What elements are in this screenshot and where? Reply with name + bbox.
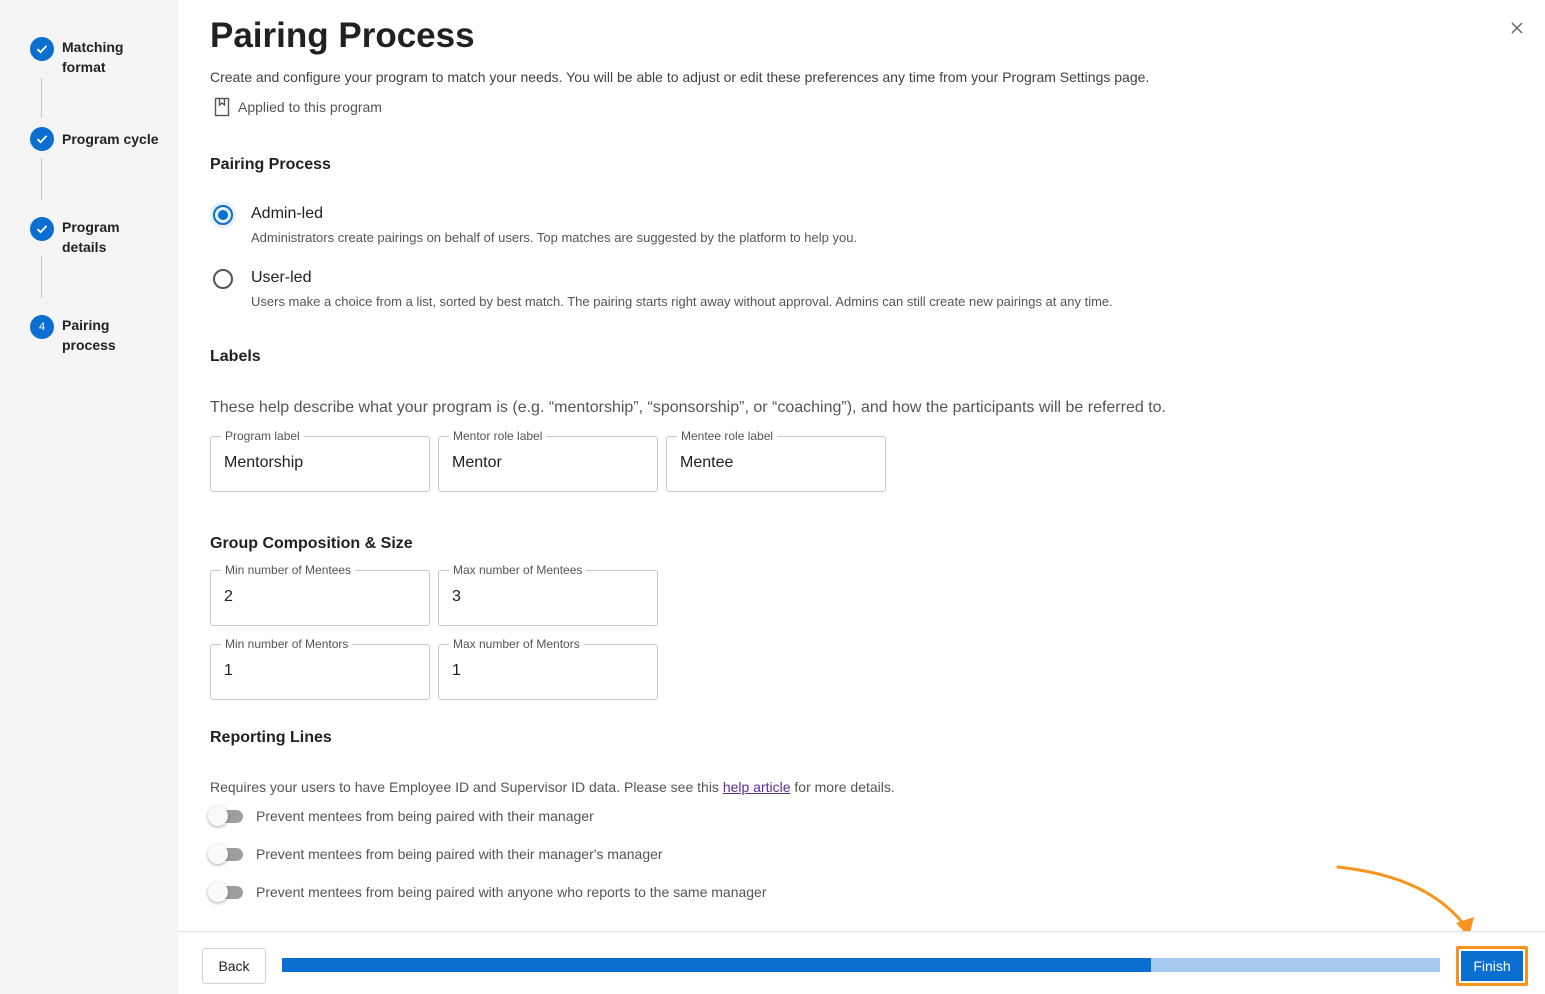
max-mentors-input[interactable] <box>452 662 642 680</box>
toggle-switch[interactable] <box>208 806 244 826</box>
page-subtitle: Create and configure your program to match your needs. You will be able to adjust or edit these preferences any time from your Program Settings page. <box>210 69 1150 85</box>
min-mentees-input[interactable] <box>224 588 414 606</box>
step-program-cycle[interactable] <box>30 127 162 151</box>
reporting-info-text-end: for more details. <box>790 779 895 795</box>
bookmark-icon <box>210 96 234 118</box>
field-label: Min number of Mentees <box>221 563 355 577</box>
applied-note <box>210 96 382 118</box>
group-heading: Group Composition & Size <box>210 535 413 552</box>
toggle-label: Prevent mentees from being paired with their manager <box>256 808 594 824</box>
radio-button[interactable] <box>210 266 236 292</box>
step-label: Pairing process <box>62 317 116 353</box>
mentee-role-label-field[interactable] <box>666 429 886 492</box>
page-title: Pairing Process <box>210 16 475 55</box>
step-connector <box>41 158 42 200</box>
step-connector <box>41 256 42 298</box>
labels-description: These help describe what your program is (e.g. “mentorship”, “sponsorship”, or “coaching”), and how the participants will be referred to. <box>210 399 1166 416</box>
mentor-role-label-input[interactable] <box>452 454 642 472</box>
step-number: 4 <box>30 315 54 339</box>
max-mentees-field[interactable] <box>438 563 658 626</box>
finish-button[interactable]: Finish <box>1461 951 1523 981</box>
max-mentees-input[interactable] <box>452 588 642 606</box>
radio-user-led[interactable] <box>210 268 1113 309</box>
step-label: Program cycle <box>62 131 159 147</box>
reporting-info-text: Requires your users to have Employee ID and Supervisor ID data. Please see this <box>210 779 723 795</box>
step-program-details[interactable] <box>30 217 162 257</box>
step-pairing-process[interactable] <box>30 315 162 355</box>
progress-bar <box>282 958 1440 972</box>
mentee-role-label-input[interactable] <box>680 454 870 472</box>
radio-button-checked[interactable] <box>210 202 236 228</box>
labels-heading: Labels <box>210 348 261 365</box>
applied-label: Applied to this program <box>238 99 382 115</box>
help-article-link[interactable]: help article <box>722 779 791 795</box>
min-mentors-field[interactable] <box>210 637 430 700</box>
main-content <box>178 0 1545 994</box>
field-label: Mentee role label <box>677 429 777 443</box>
check-icon <box>30 217 54 241</box>
radio-admin-led[interactable] <box>210 204 857 245</box>
field-label: Program label <box>221 429 304 443</box>
toggle-switch[interactable] <box>208 882 244 902</box>
radio-title: User-led <box>251 269 312 286</box>
min-mentees-field[interactable] <box>210 563 430 626</box>
pairing-heading: Pairing Process <box>210 156 331 173</box>
field-label: Min number of Mentors <box>221 637 352 651</box>
toggle-label: Prevent mentees from being paired with anyone who reports to the same manager <box>256 884 767 900</box>
field-label: Mentor role label <box>449 429 546 443</box>
field-label: Max number of Mentors <box>449 637 584 651</box>
min-mentors-input[interactable] <box>224 662 414 680</box>
step-connector <box>41 78 42 118</box>
toggle-row-same-manager <box>208 882 767 902</box>
check-icon <box>30 37 54 61</box>
back-button[interactable]: Back <box>202 948 266 984</box>
step-label: Matching format <box>62 39 124 75</box>
program-label-input[interactable] <box>224 454 414 472</box>
max-mentors-field[interactable] <box>438 637 658 700</box>
footer-bar <box>178 931 1545 994</box>
toggle-row-manager <box>208 806 594 826</box>
toggle-row-managers-manager <box>208 844 663 864</box>
radio-desc: Administrators create pairings on behalf of users. Top matches are suggested by the platform to help you. <box>251 230 858 245</box>
finish-highlight <box>1456 946 1528 986</box>
progress-fill <box>282 958 1151 972</box>
reporting-info <box>210 779 895 795</box>
radio-desc: Users make a choice from a list, sorted by best match. The pairing starts right away without approval. Admins can still create new pairings at any time. <box>251 294 1113 309</box>
toggle-switch[interactable] <box>208 844 244 864</box>
field-label: Max number of Mentees <box>449 563 586 577</box>
close-icon[interactable] <box>1507 18 1527 38</box>
toggle-label: Prevent mentees from being paired with their manager's manager <box>256 846 663 862</box>
check-icon <box>30 127 54 151</box>
step-label: Program details <box>62 219 120 255</box>
stepper-sidebar <box>0 0 178 994</box>
mentor-role-label-field[interactable] <box>438 429 658 492</box>
program-label-field[interactable] <box>210 429 430 492</box>
radio-title: Admin-led <box>251 205 324 222</box>
step-matching-format[interactable] <box>30 37 162 77</box>
reporting-heading: Reporting Lines <box>210 729 332 746</box>
